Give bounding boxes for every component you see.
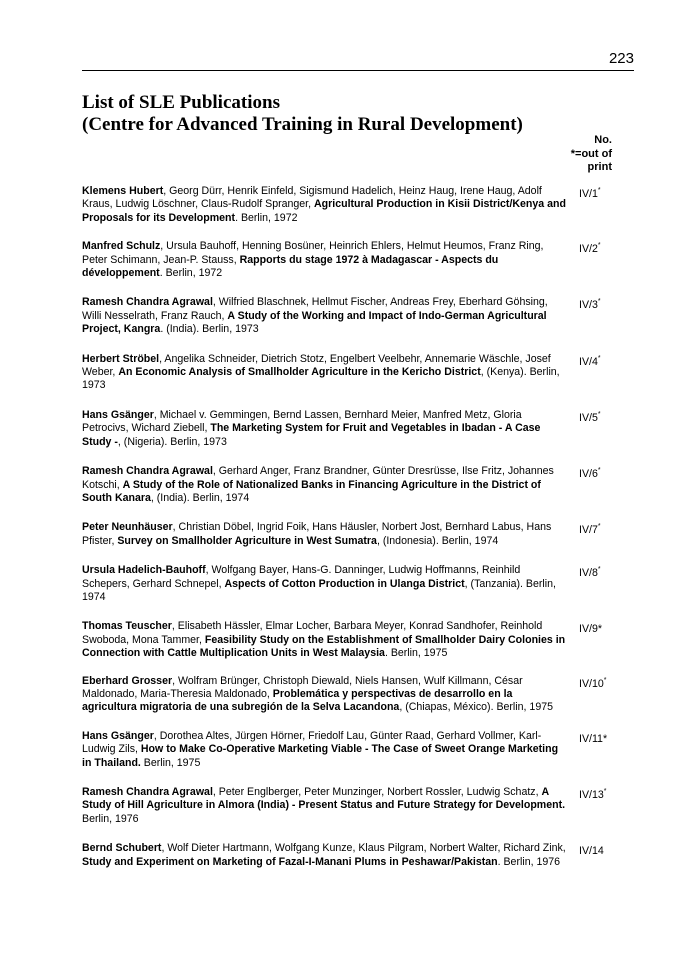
entry-citation bbox=[82, 521, 566, 548]
entry-number bbox=[579, 243, 601, 256]
entry-coauthors: , Wolf Dieter Hartmann, Wolfgang Kunze, Klaus Pilgram, Norbert Walter, Richard Zink, bbox=[161, 842, 566, 855]
entry-coauthors: , Wilfried Blaschnek, Hellmut Fischer, Andreas Frey, Eberhard Göhsing, Willi Nesselrath, Franz Rauch, bbox=[82, 296, 548, 322]
entry-coauthors: , Elisabeth Hässler, Elmar Locher, Barbara Meyer, Konrad Sandhofer, Reinhold Swoboda, Mona Tammer, bbox=[82, 620, 543, 646]
column-header-line-3: print bbox=[587, 161, 612, 173]
entry-number-value: IV/10 bbox=[579, 677, 604, 690]
entry-publication-info: Berlin, 1975 bbox=[140, 756, 201, 769]
entry-number bbox=[579, 623, 602, 636]
entry-title: A Study of the Working and Impact of Indo-German Agricultural Project, Kangra bbox=[82, 309, 547, 336]
publication-entry bbox=[82, 675, 634, 715]
out-of-print-marker: * bbox=[597, 467, 601, 475]
entry-coauthors: , Christian Döbel, Ingrid Foik, Hans Häusler, Norbert Jost, Bernhard Labus, Hans Pfister, bbox=[82, 521, 552, 547]
entry-number-value: IV/4 bbox=[579, 355, 598, 368]
entry-title: A Study of the Role of Nationalized Banks in Financing Agriculture in the District of South Kanara bbox=[82, 478, 541, 504]
entry-coauthors: , Michael v. Gemmingen, Bernd Lassen, Bernhard Meier, Manfred Metz, Gloria Petrocivs, Wichard Ziebell, bbox=[82, 408, 522, 435]
entry-lead-author: Bernd Schubert bbox=[82, 842, 162, 855]
entry-publication-info: , (Kenya). Berlin, 1973 bbox=[82, 366, 560, 392]
entry-publication-info: , (Nigeria). Berlin, 1973 bbox=[117, 435, 227, 448]
out-of-print-marker: * bbox=[597, 298, 601, 306]
entry-number-value: IV/14 bbox=[579, 845, 604, 858]
out-of-print-marker: * bbox=[597, 523, 601, 531]
entry-citation bbox=[82, 465, 566, 505]
entry-title: Study and Experiment on Marketing of Fazal-I-Manani Plums in Peshawar/Pakistan bbox=[82, 855, 498, 868]
publication-list bbox=[82, 185, 634, 869]
entry-lead-author: Peter Neunhäuser bbox=[82, 521, 173, 534]
entry-publication-info: , (Indonesia). Berlin, 1974 bbox=[376, 534, 499, 547]
entry-number bbox=[579, 299, 601, 312]
entry-number bbox=[579, 468, 601, 481]
entry-publication-info: Berlin, 1976 bbox=[82, 812, 139, 825]
entry-coauthors: , Ursula Bauhoff, Henning Bosüner, Heinrich Ehlers, Helmut Heumos, Franz Ring, Peter Schimann, Jean-P. Stauss, bbox=[82, 240, 544, 266]
out-of-print-marker: * bbox=[597, 410, 601, 418]
publication-entry bbox=[82, 240, 634, 280]
entry-coauthors: , Gerhard Anger, Franz Brandner, Günter Dresrüsse, Ilse Fritz, Johannes Kotschi, bbox=[82, 465, 554, 491]
entry-number-value: IV/3 bbox=[579, 299, 598, 312]
out-of-print-marker: * bbox=[597, 242, 601, 250]
out-of-print-marker: * bbox=[597, 566, 601, 574]
entry-number bbox=[579, 188, 601, 201]
entry-citation bbox=[82, 409, 566, 449]
entry-lead-author: Ramesh Chandra Agrawal bbox=[82, 296, 213, 309]
header-rule bbox=[82, 70, 634, 71]
page-number: 223 bbox=[608, 50, 634, 67]
title-line-2: (Centre for Advanced Training in Rural Development) bbox=[82, 114, 523, 135]
entry-lead-author: Hans Gsänger bbox=[82, 729, 154, 742]
entry-lead-author: Manfred Schulz bbox=[82, 240, 161, 253]
entry-number-value: IV/6 bbox=[579, 468, 598, 481]
entry-citation bbox=[82, 240, 566, 280]
column-header-line-2: *=out of bbox=[570, 147, 612, 160]
entry-number-value: IV/2 bbox=[579, 243, 598, 256]
entry-coauthors: , Dorothea Altes, Jürgen Hörner, Friedolf Lau, Günter Raad, Gerhard Vollmer, Karl-Ludwig Zils, bbox=[82, 729, 542, 756]
column-header-line-1: No. bbox=[594, 134, 612, 146]
entry-title: Survey on Smallholder Agriculture in West Sumatra bbox=[117, 534, 377, 547]
entry-publication-info: . Berlin, 1972 bbox=[159, 267, 223, 280]
entry-number bbox=[579, 789, 606, 802]
page-title bbox=[82, 92, 642, 136]
entry-coauthors: , Georg Dürr, Henrik Einfeld, Sigismund Hadelich, Heinz Haug, Irene Haug, Adolf Kraus, Ludwig Löschner, Claus-Rudolf Spranger, bbox=[82, 185, 542, 211]
entry-publication-info: , (Tanzania). Berlin, 1974 bbox=[82, 577, 556, 603]
entry-title: Aspects of Cotton Production in Ulanga District bbox=[224, 577, 465, 590]
entry-number-value: IV/5 bbox=[579, 411, 598, 424]
entry-coauthors: , Wolfram Brünger, Christoph Diewald, Niels Hansen, Wulf Killmann, César Maldonado, Maria-Theresia Maldonado, bbox=[82, 674, 523, 700]
publication-entry bbox=[82, 409, 634, 449]
entry-citation bbox=[82, 842, 566, 869]
entry-number bbox=[579, 845, 604, 858]
entry-number bbox=[579, 567, 601, 580]
entry-citation bbox=[82, 786, 566, 826]
entry-coauthors: , Peter Englberger, Peter Munzinger, Norbert Rossler, Ludwig Schatz, bbox=[212, 786, 542, 798]
entry-title: A Study of Hill Agriculture in Almora (India) - Present Status and Future Strategy for Development. bbox=[82, 786, 566, 812]
entry-number bbox=[579, 412, 601, 425]
entry-number bbox=[579, 524, 601, 537]
number-column-header bbox=[556, 134, 612, 175]
entry-publication-info: . Berlin, 1976 bbox=[497, 855, 561, 868]
entry-citation bbox=[82, 296, 566, 336]
publication-entry bbox=[82, 185, 634, 225]
entry-lead-author: Thomas Teuscher bbox=[82, 620, 172, 633]
entry-title: Agricultural Production in Kisii District/Kenya and Proposals for its Development bbox=[82, 198, 566, 224]
entry-coauthors: , Angelika Schneider, Dietrich Stotz, Engelbert Veelbehr, Annemarie Wäschle, Josef Weber, bbox=[82, 352, 551, 379]
publication-entry bbox=[82, 353, 634, 393]
entry-number-value: IV/1 bbox=[579, 188, 598, 200]
publication-entry bbox=[82, 730, 634, 770]
entry-lead-author: Herbert Ströbel bbox=[82, 352, 160, 365]
entry-publication-info: , (India). Berlin, 1974 bbox=[150, 491, 250, 504]
entry-number-value: IV/9* bbox=[579, 623, 602, 636]
publication-entry bbox=[82, 620, 634, 660]
out-of-print-marker: * bbox=[603, 676, 607, 684]
entry-lead-author: Eberhard Grosser bbox=[82, 674, 173, 687]
entry-title: An Economic Analysis of Smallholder Agriculture in the Kericho District bbox=[118, 366, 481, 379]
entry-number-value: IV/7 bbox=[579, 524, 598, 537]
entry-coauthors: , Wolfgang Bayer, Hans-G. Danninger, Ludwig Hoffmanns, Reinhild Schepers, Gerhard Schnepel, bbox=[82, 564, 521, 590]
entry-number-value: IV/11* bbox=[579, 732, 608, 745]
out-of-print-marker: * bbox=[597, 354, 601, 362]
out-of-print-marker: * bbox=[603, 788, 607, 795]
entry-number bbox=[579, 733, 607, 746]
entry-publication-info: . Berlin, 1975 bbox=[384, 647, 448, 660]
entry-title: The Marketing System for Fruit and Vegetables in Ibadan - A Case Study - bbox=[82, 422, 541, 448]
publication-entry bbox=[82, 786, 634, 826]
entry-title: Rapports du stage 1972 à Madagascar - Aspects du développement bbox=[82, 253, 499, 280]
publication-entry bbox=[82, 296, 634, 336]
publication-entry bbox=[82, 465, 634, 505]
entry-lead-author: Hans Gsänger bbox=[82, 408, 154, 421]
entry-publication-info: , (Chiapas, México). Berlin, 1975 bbox=[399, 701, 553, 714]
entry-lead-author: Ramesh Chandra Agrawal bbox=[82, 786, 213, 798]
entry-publication-info: . (India). Berlin, 1973 bbox=[160, 323, 259, 336]
entry-number bbox=[579, 678, 606, 691]
entry-citation bbox=[82, 620, 566, 660]
publication-entry bbox=[82, 564, 634, 604]
entry-title: How to Make Co-Operative Marketing Viable - The Case of Sweet Orange Marketing in Thailand. bbox=[82, 743, 559, 769]
out-of-print-marker: * bbox=[597, 187, 601, 194]
publication-entry bbox=[82, 842, 634, 869]
entry-citation bbox=[82, 675, 566, 715]
entry-number-value: IV/13 bbox=[579, 789, 604, 801]
entry-number bbox=[579, 356, 601, 369]
entry-title: Problemática y perspectivas de desarrollo en la agricultura migratoria de una subregión de la Selva Lacandona bbox=[82, 687, 513, 714]
entry-citation bbox=[82, 353, 566, 393]
entry-lead-author: Ramesh Chandra Agrawal bbox=[82, 465, 213, 478]
title-line-1: List of SLE Publications bbox=[82, 92, 280, 113]
entry-citation bbox=[82, 564, 566, 604]
entry-number-value: IV/8 bbox=[579, 567, 598, 580]
entry-citation bbox=[82, 730, 566, 770]
entry-title: Feasibility Study on the Establishment of Smallholder Dairy Colonies in Connection with Cattle Multiplication Units in West Malaysia bbox=[82, 633, 566, 660]
publication-entry bbox=[82, 521, 634, 548]
entry-publication-info: . Berlin, 1972 bbox=[235, 211, 298, 224]
entry-lead-author: Ursula Hadelich-Bauhoff bbox=[82, 564, 206, 577]
entry-citation bbox=[82, 185, 566, 225]
entry-lead-author: Klemens Hubert bbox=[82, 185, 164, 197]
